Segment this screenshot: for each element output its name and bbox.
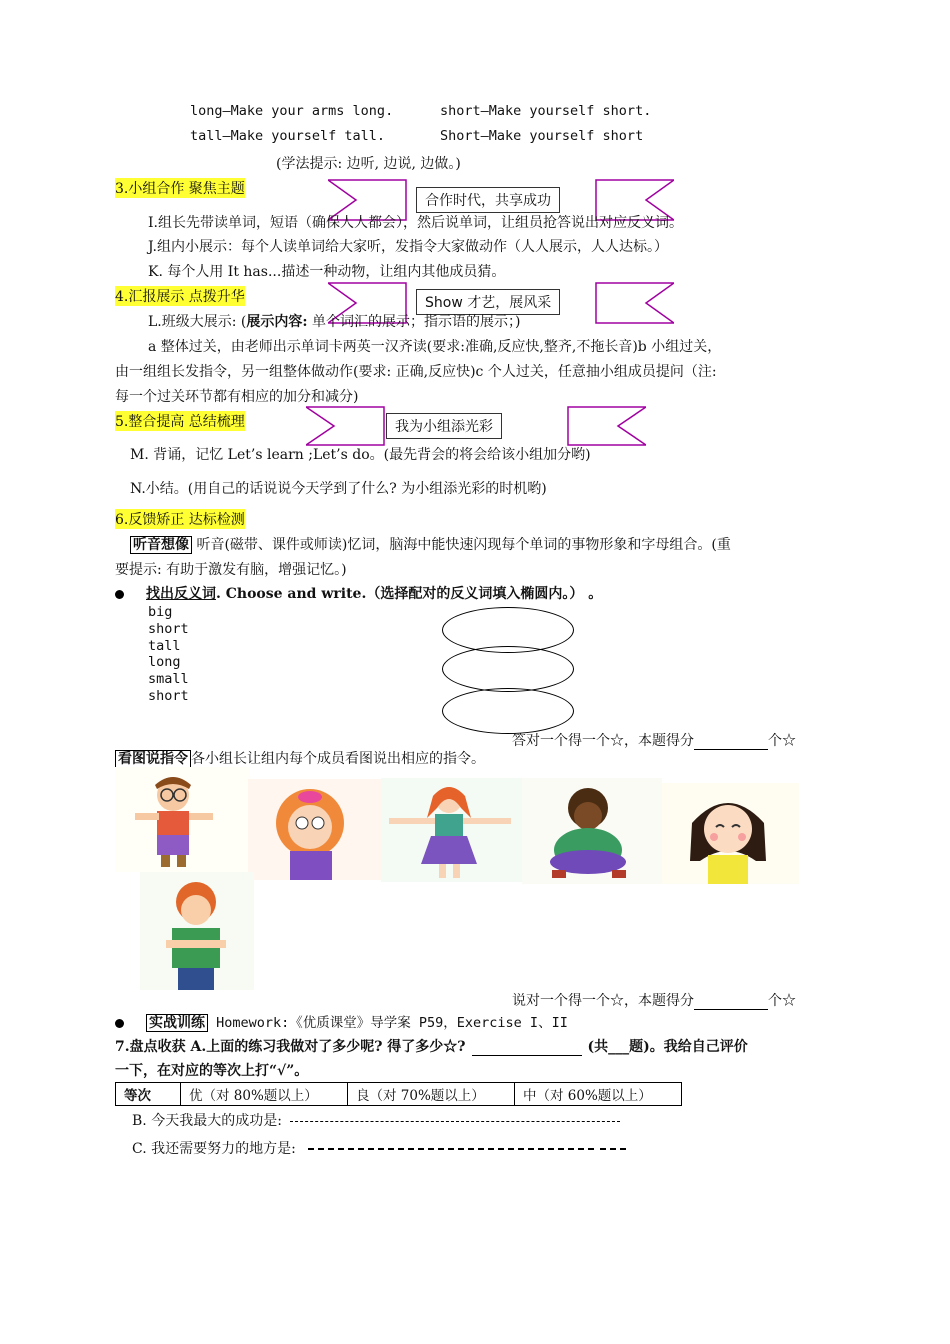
opposites-score [512, 730, 796, 750]
summary-b-text: B. 今天我最大的成功是: [132, 1113, 282, 1129]
picture-make-your-eyes-small [662, 783, 799, 884]
opposites-text: . Choose and write.（选择配对的反义词填入椭圆内。） 。 [216, 586, 603, 602]
listen-line-2: 要提示: 有助于激发有脑，增强记忆。) [115, 562, 347, 578]
opposites-label: 找出反义词 [146, 586, 216, 602]
step-j: J.组内小展示：每个人读单词给大家听，发指令大家做动作（人人展示，人人达标。） [148, 239, 668, 255]
step-l-prefix: L.班级大展示: ( [148, 314, 247, 330]
picture-make-your-arms-short [140, 872, 254, 990]
summary-blank[interactable] [472, 1039, 582, 1056]
opposites-score-text: 答对一个得一个☆，本题得分 [512, 733, 694, 749]
summary-q7a: 7.盘点收获 A.上面的练习我做对了多少呢? 得了多少☆? [115, 1039, 466, 1055]
instruction-tall: tall—Make yourself tall. [190, 128, 386, 144]
banner-label-2: Show 才艺，展风采 [416, 289, 560, 315]
study-tip: (学法提示: 边听, 边说, 边做。) [276, 156, 461, 172]
pictures-label: 看图说指令 [115, 750, 191, 768]
section-3-title: 3.小组合作 聚焦主题 [115, 178, 245, 198]
picture-make-yourself-short [522, 778, 662, 884]
section-5-title: 5.整合提高 总结梳理 [115, 411, 245, 431]
listen-text: 听音(磁带、课件或师读)忆词，脑海中能快速闪现每个单词的事物形象和字母组合。(重 [192, 537, 731, 553]
step-a-line-2: 由一组组长发指令，另一组整体做动作(要求: 正确,反应快)c 个人过关，任意抽小组成员提问（注: [115, 364, 717, 380]
grade-good-cell[interactable]: 良（对 70%题以上） [348, 1083, 515, 1106]
summary-c [132, 1138, 626, 1158]
summary-q7b: (共___题)。我给自己评价 [587, 1039, 748, 1055]
picture-make-yourself-tall [115, 767, 250, 872]
step-k: K. 每个人用 It has...描述一种动物，让组内其他成员猜。 [148, 264, 506, 280]
listen-line-1 [130, 534, 731, 554]
score-blank[interactable] [694, 733, 768, 750]
answer-ellipse-3[interactable] [442, 688, 574, 734]
step-a-line-1: a 整体过关，由老师出示单词卡两英一汉齐读(要求:准确,反应快,整齐,不拖长音)b 小组过关， [148, 339, 722, 355]
step-l-rest: 单个词汇的展示；指示语的展示；) [307, 314, 521, 330]
training-line [115, 1011, 568, 1032]
summary-c-blank-tail [600, 1148, 626, 1150]
pictures-score-suffix: 个☆ [768, 993, 796, 1009]
summary-q7-line-2: 一下，在对应的等次上打“√”。 [115, 1063, 309, 1079]
word-item: big [148, 604, 173, 620]
step-n: N.小结。(用自己的话说说今天学到了什么? 为小组添光彩的时机哟) [130, 481, 547, 497]
step-l [148, 311, 520, 331]
word-list [148, 604, 189, 705]
picture-make-your-eyes-big [248, 779, 381, 880]
step-a-line-3: 每一个过关环节都有相应的加分和减分) [115, 389, 359, 405]
grade-excellent-cell[interactable]: 优（对 80%题以上） [181, 1083, 348, 1106]
picture-make-your-arms-long [381, 778, 522, 882]
instruction-long: long—Make your arms long. [190, 103, 394, 119]
banner-label-1: 合作时代，共享成功 [416, 187, 560, 213]
opposites-header [115, 583, 602, 603]
section-6-title: 6.反馈矫正 达标检测 [115, 509, 245, 529]
summary-b [132, 1110, 620, 1130]
instruction-short-2: Short—Make yourself short [440, 128, 644, 144]
word-item: short [148, 687, 189, 704]
pictures-score-text: 说对一个得一个☆，本题得分 [512, 993, 694, 1009]
answer-ellipse-2[interactable] [442, 646, 574, 692]
step-m: M. 背诵，记忆 Let’s learn ;Let’s do。(最先背会的将会给该小组加分哟) [130, 447, 591, 463]
grade-head-cell: 等次 [116, 1083, 181, 1106]
pictures-text: 各小组长让组内每个成员看图说出相应的指令。 [191, 751, 485, 767]
bullet-icon [115, 590, 124, 599]
step-l-bold: 展示内容: [246, 314, 308, 330]
grade-table [115, 1082, 682, 1106]
opposites-score-suffix: 个☆ [768, 733, 796, 749]
training-text: Homework:《优质课堂》导学案 P59，Exercise I、II [208, 1015, 568, 1031]
section-4-title: 4.汇报展示 点拨升华 [115, 286, 245, 306]
summary-c-text: C. 我还需要努力的地方是: [132, 1141, 296, 1157]
listen-label: 听音想像 [130, 536, 192, 554]
training-label: 实战训练 [146, 1014, 208, 1032]
summary-q7-line-1 [115, 1036, 748, 1056]
step-i: I.组长先带读单词，短语（确保人人都会），然后说单词，让组员抢答说出对应反义词。 [148, 215, 683, 231]
grade-fair-cell[interactable]: 中（对 60%题以上） [515, 1083, 682, 1106]
word-item: short [148, 620, 189, 637]
score-blank[interactable] [694, 993, 768, 1010]
table-row [116, 1083, 682, 1106]
word-item: tall [148, 637, 181, 654]
summary-c-blank[interactable] [308, 1148, 594, 1150]
pictures-score [512, 990, 796, 1010]
word-item: small [148, 671, 189, 688]
summary-b-blank[interactable] [290, 1121, 620, 1122]
instruction-short: short—Make yourself short. [440, 103, 652, 119]
bullet-icon [115, 1019, 124, 1028]
word-item: long [148, 654, 181, 671]
banner-label-3: 我为小组添光彩 [386, 413, 502, 439]
pictures-header [115, 748, 485, 768]
